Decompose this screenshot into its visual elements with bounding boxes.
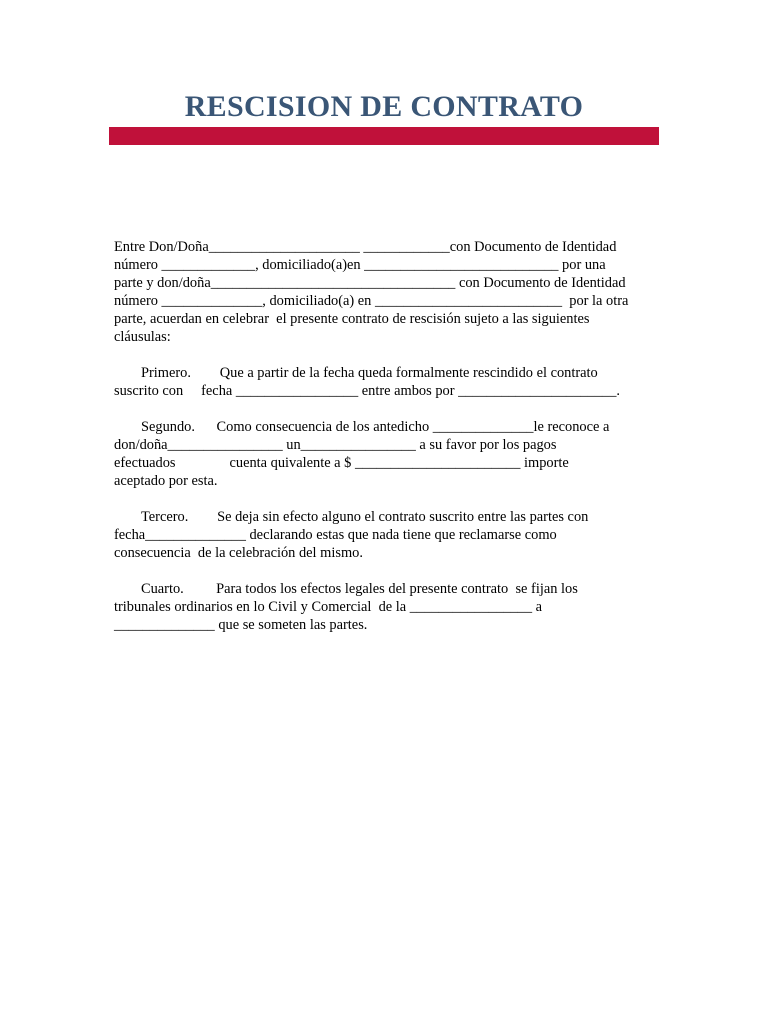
clause-line: Primero. Que a partir de la fecha queda formalmente rescindido el contrato [141, 365, 598, 381]
clause-line: Cuarto. Para todos los efectos legales del presente contrato se fijan los [141, 581, 578, 597]
document-body [114, 238, 659, 634]
clause-line: efectuados cuenta quivalente a $ _______________________ importe [114, 455, 569, 471]
clause-line: tribunales ordinarios en lo Civil y Comercial de la _________________ a [114, 599, 543, 615]
clause-line: fecha______________ declarando estas que nada tiene que reclamarse como [114, 527, 557, 543]
intro-paragraph [114, 238, 659, 346]
clause-line: Tercero. Se deja sin efecto alguno el contrato suscrito entre las partes con [141, 509, 589, 525]
clause-line: ______________ que se someten las partes. [114, 617, 368, 633]
title-underline-bar [109, 127, 659, 145]
clause-line: Segundo. Como consecuencia de los antedicho ______________le reconoce a [141, 419, 610, 435]
clause-cuarto [114, 580, 659, 634]
clause-tercero [114, 508, 659, 562]
clause-line: suscrito con fecha _________________ entre ambos por ______________________. [114, 383, 620, 399]
document-title: RESCISION DE CONTRATO [184, 90, 584, 123]
clause-line: don/doña________________ un________________ a su favor por los pagos [114, 437, 557, 453]
intro-line: cláusulas: [114, 329, 171, 345]
intro-line: número ______________, domiciliado(a) en __________________________ por la otra [114, 293, 629, 309]
intro-line: parte y don/doña__________________________________ con Documento de Identidad [114, 275, 626, 291]
intro-line: Entre Don/Doña_____________________ ____________con Documento de Identidad [114, 239, 617, 255]
intro-line: parte, acuerdan en celebrar el presente contrato de rescisión sujeto a las siguientes [114, 311, 590, 327]
clause-line: aceptado por esta. [114, 473, 218, 489]
intro-line: número _____________, domiciliado(a)en ___________________________ por una [114, 257, 606, 273]
clause-line: consecuencia de la celebración del mismo. [114, 545, 363, 561]
clause-primero [114, 364, 659, 400]
clause-segundo [114, 418, 659, 490]
